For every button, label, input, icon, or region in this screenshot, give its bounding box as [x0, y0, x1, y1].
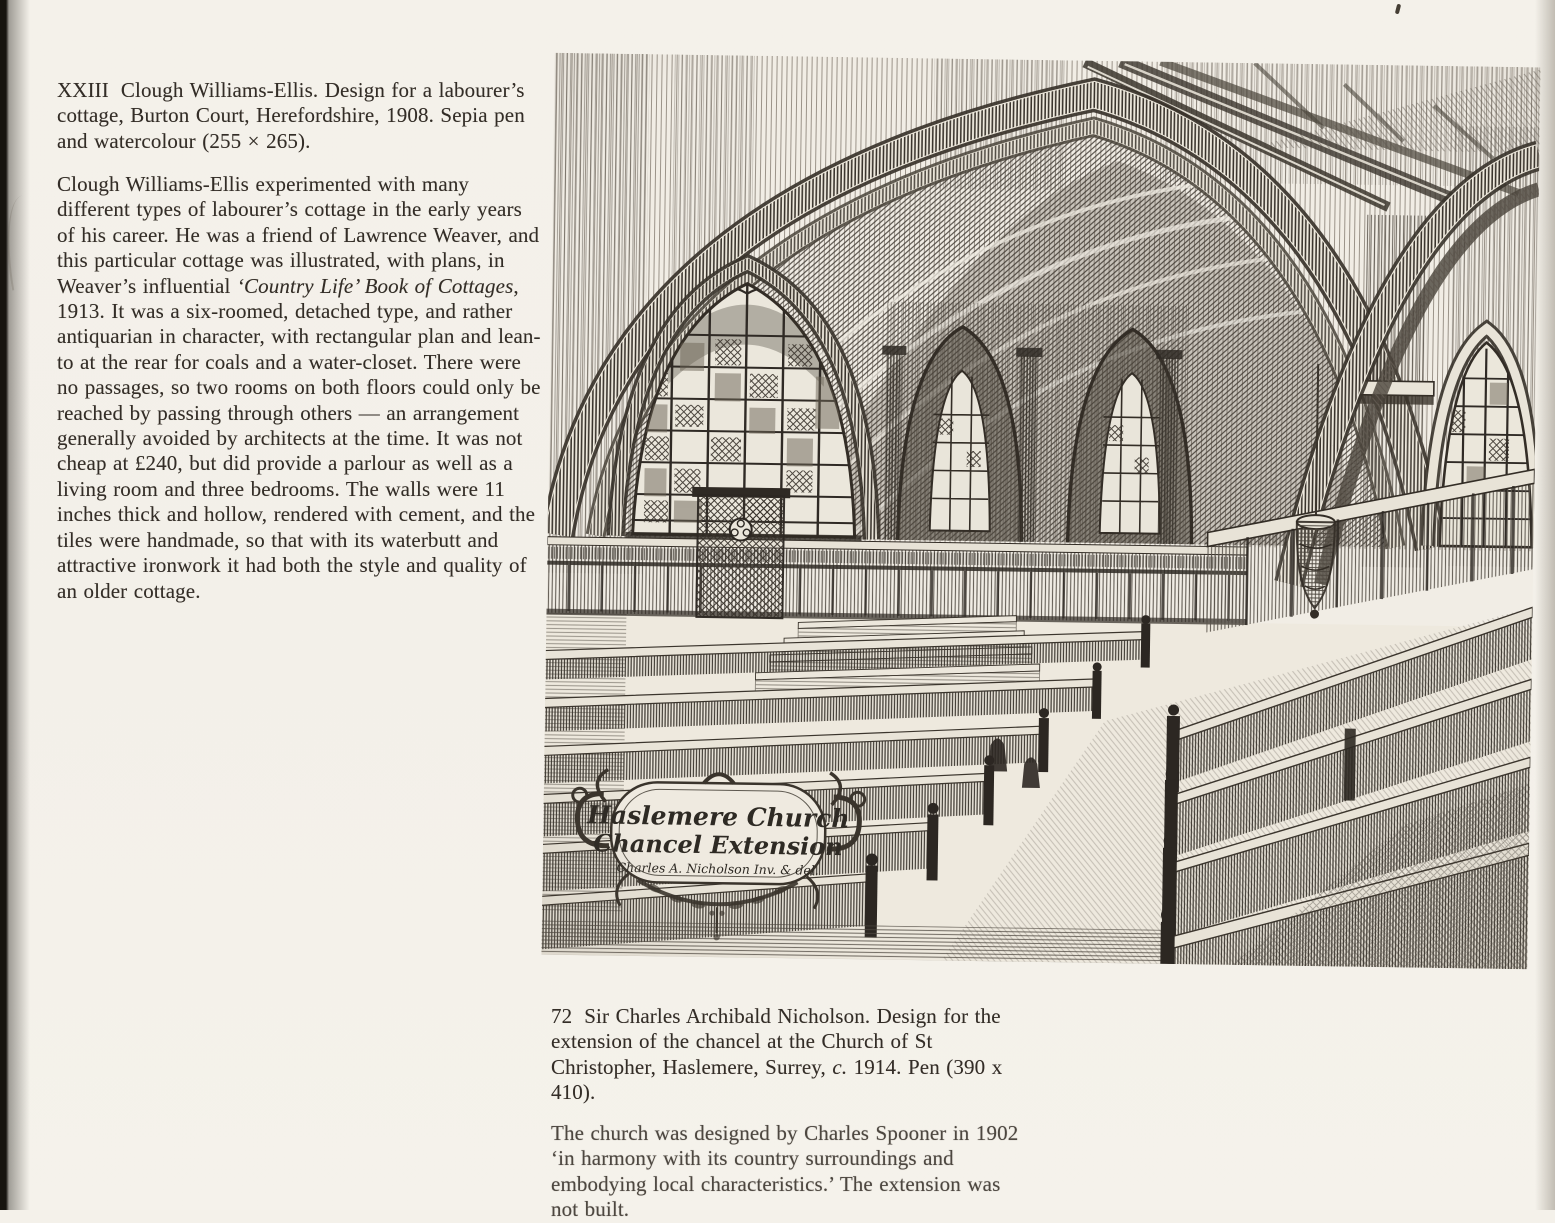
essay-text-start: Clough Williams-Ellis experimented with many different types of labourer’s cottage in the early years of his career. He was a friend of Lawrence Weaver, and this particular cottage was illustrated, with plans, in Weaver’s influential — [57, 172, 540, 298]
plate-caption-text: Clough Williams-Ellis. Design for a labourer’s cottage, Burton Court, Herefordshire, 1908. Sepia pen and watercolour (255 × 265). — [57, 78, 525, 153]
scan-left-edge-shadow — [0, 0, 30, 1210]
church-interior-drawing — [541, 53, 1540, 970]
stray-ink-mark — [1395, 4, 1401, 15]
figure-note-paragraph: The church was designed by Charles Spooner in 1902 ‘in harmony with its country surroundings and embodying local characteristics.’ The extension was not built. — [551, 1121, 1019, 1222]
essay-paragraph — [57, 172, 541, 604]
figure-caption-circa: c. — [832, 1054, 848, 1079]
figure-caption-text-start: Sir Charles Archibald Nicholson. Design for the extension of the chancel at the Church of St Christopher, Haslemere, Surrey, — [551, 1004, 1001, 1079]
plate-caption — [57, 78, 541, 154]
scan-vignette — [541, 53, 1540, 970]
essay-text-end: , 1913. It was a six-roomed, detached type, and rather antiquarian in character, with rectangular plan and lean-to at the rear for coals and a water-closet. There were no passages, so two rooms on both floors could only be reached by passing through others — an arrangement generally avoided by architects at the time. It was not cheap at £240, but did provide a parlour as well as a living room and three bedrooms. The walls were 11 inches thick and hollow, rendered with cement, and the tiles were handmade, so that with its waterbutt and attractive ironwork it had both the style and quality of an older cottage. — [57, 273, 541, 603]
figure-caption-number: 72 — [551, 1004, 573, 1028]
plate-caption-number: XXIII — [57, 78, 109, 102]
essay-book-title: ‘Country Life’ Book of Cottages — [236, 273, 514, 298]
figure-caption — [551, 1004, 1013, 1106]
figure-caption-text-end: 1914. Pen (390 x 410). — [551, 1054, 1003, 1105]
church-drawing-svg — [541, 53, 1540, 970]
scan-right-edge-shadow — [1535, 0, 1555, 1210]
